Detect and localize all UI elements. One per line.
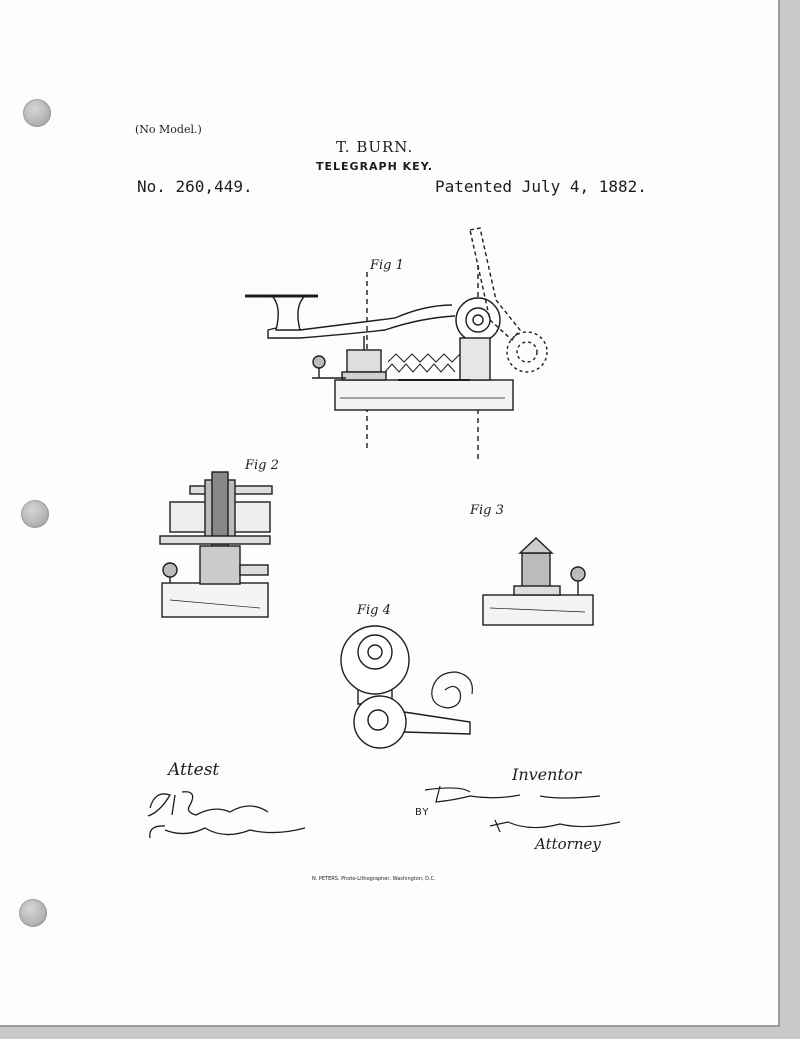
attorney-signature (490, 820, 620, 832)
by-label: BY (415, 807, 430, 818)
patent-number: No. 260,449. (137, 177, 253, 196)
fig2-drawing (160, 472, 272, 617)
printer-credit: N. PETERS, Photo-Lithographer, Washington, D.C. (312, 876, 436, 882)
inventor-heading: T. BURN. (336, 138, 414, 156)
patent-title: TELEGRAPH KEY. (316, 160, 434, 173)
fig3-label: Fig 3 (470, 503, 504, 518)
fig3-drawing (483, 538, 593, 625)
inventor-signature (425, 786, 600, 802)
inventor-label: Inventor (512, 765, 582, 784)
fig1-label: Fig 1 (370, 258, 404, 273)
fig1-drawing (245, 228, 547, 462)
attest-label: Attest (168, 760, 220, 780)
witness-signatures (148, 792, 305, 838)
attorney-label: Attorney (535, 835, 601, 853)
fig4-drawing (341, 626, 472, 748)
patent-date: Patented July 4, 1882. (435, 177, 647, 196)
fig4-label: Fig 4 (357, 603, 391, 618)
fig2-label: Fig 2 (245, 458, 279, 473)
no-model-note: (No Model.) (135, 123, 202, 136)
